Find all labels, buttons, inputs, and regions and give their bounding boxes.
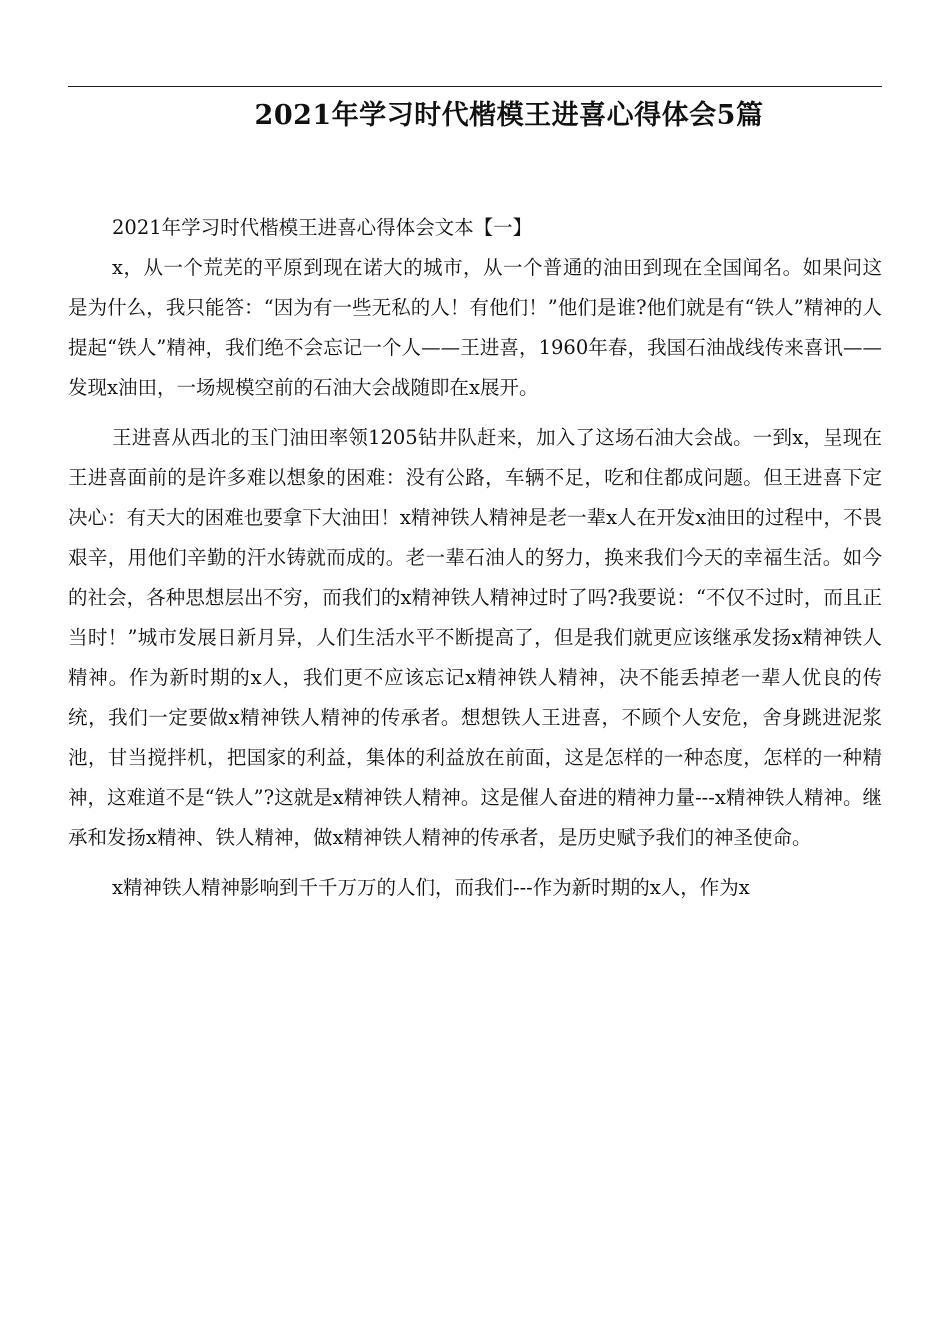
section-heading: 2021年学习时代楷模王进喜心得体会文本【一】 [112,216,533,239]
header-rule [68,86,882,87]
document-body [68,208,882,908]
document-title: 2021年学习时代楷模王进喜心得体会5篇 [254,100,764,131]
paragraph-1: x，从一个荒芜的平原到现在诺大的城市，从一个普通的油田到现在全国闻名。如果问这是为什么，我只能答：“因为有一些无私的人！有他们！”他们是谁?他们就是有“铁人”精神的人提起“铁人”精神，我们绝不会忘记一个人——王进喜，1960年春，我国石油战线传来喜讯——发现x油田，一场规模空前的石油大会战随即在x展开。 [68,256,882,399]
paragraph-2: 王进喜从西北的玉门油田率领1205钻井队赶来，加入了这场石油大会战。一到x，呈现在王进喜面前的是许多难以想象的困难：没有公路，车辆不足，吃和住都成问题。但王进喜下定决心：有天大的困难也要拿下大油田！x精神铁人精神是老一辈x人在开发x油田的过程中，不畏艰辛，用他们辛勤的汗水铸就而成的。老一辈石油人的努力，换来我们今天的幸福生活。如今的社会，各种思想层出不穷，而我们的x精神铁人精神过时了吗?我要说：“不仅不过时，而且正当时！”城市发展日新月异，人们生活水平不断提高了，但是我们就更应该继承发扬x精神铁人精神。作为新时期的x人，我们更不应该忘记x精神铁人精神，决不能丢掉老一辈人优良的传统，我们一定要做x精神铁人精神的传承者。想想铁人王进喜，不顾个人安危，舍身跳进泥浆池，甘当搅拌机，把国家的利益，集体的利益放在前面，这是怎样的一种态度，怎样的一种精神，这难道不是“铁人”?这就是x精神铁人精神。这是催人奋进的精神力量---x精神铁人精神。继承和发扬x精神、铁人精神，做x精神铁人精神的传承者，是历史赋予我们的神圣使命。 [68,426,882,849]
paragraph-3: x精神铁人精神影响到千千万万的人们，而我们---作为新时期的x人，作为x [112,876,750,899]
